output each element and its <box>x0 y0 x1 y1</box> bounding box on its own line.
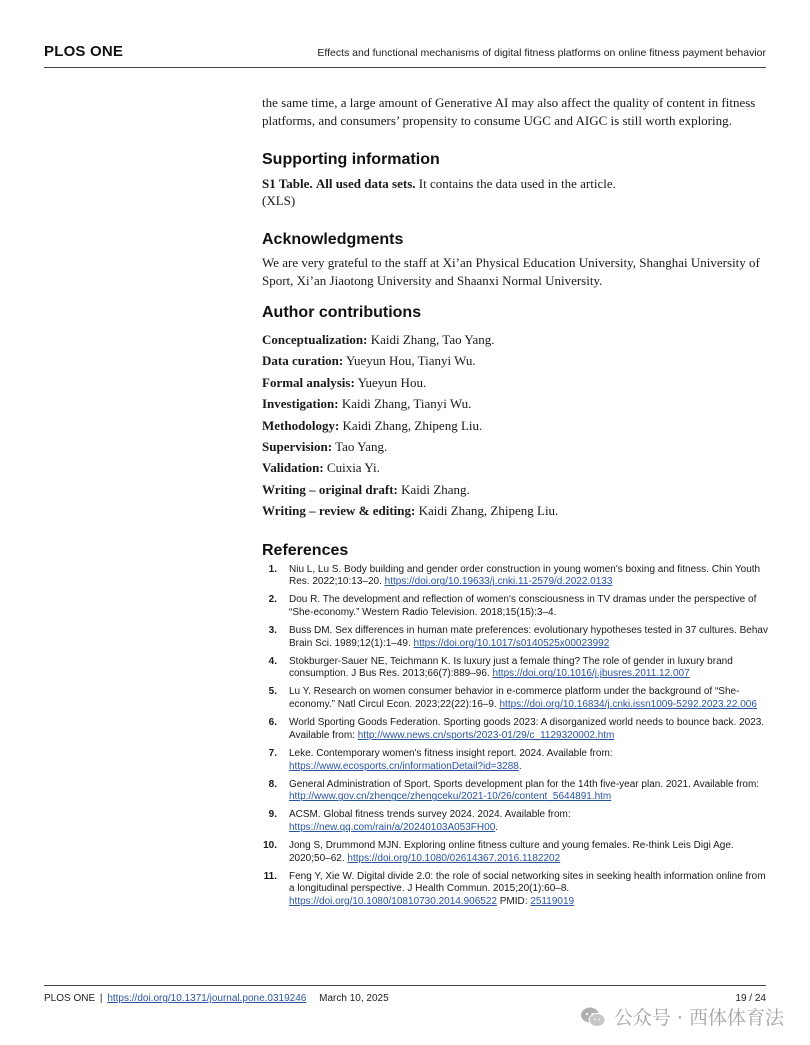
contribution-item <box>262 372 768 393</box>
supporting-information-heading: Supporting information <box>262 151 440 168</box>
page-header-brand: PLOS ONE <box>44 43 124 60</box>
watermark <box>580 1003 784 1030</box>
footer-separator: | <box>99 993 103 1004</box>
reference-tail: . <box>495 821 499 833</box>
reference-number: 7. <box>268 747 277 759</box>
reference-number: 4. <box>268 655 277 667</box>
reference-text: ACSM. Global fitness trends survey 2024. 2024. Available from: <box>289 809 571 821</box>
reference-text: Jong S, Drummond MJN. Exploring online fitness culture and young females. Re-think Leis Digi Age. 2020;50–62. <box>289 839 734 864</box>
reference-item <box>262 656 768 681</box>
contribution-names: Kaidi Zhang. <box>401 481 470 497</box>
reference-link[interactable]: https://doi.org/10.1017/s0140525x00023992 <box>413 637 610 649</box>
contribution-names: Yueyun Hou, Tianyi Wu. <box>346 353 476 369</box>
reference-item <box>262 594 768 619</box>
reference-text: General Administration of Sport. Sports development plan for the 14th five-year plan. 2021. Available from: <box>289 778 760 790</box>
reference-pmid-link[interactable]: 25119019 <box>530 896 575 908</box>
reference-text: Leke. Contemporary women's fitness insight report. 2024. Available from: <box>289 747 613 759</box>
reference-item <box>262 748 768 773</box>
page-footer <box>44 993 389 1004</box>
reference-number: 3. <box>268 625 277 637</box>
page-number: 19 / 24 <box>735 993 766 1004</box>
supp-entry-label[interactable]: S1 Table. <box>262 176 313 191</box>
references-heading: References <box>262 541 349 559</box>
reference-number: 1. <box>268 563 277 575</box>
reference-link[interactable]: https://doi.org/10.1080/10810730.2014.906522 <box>289 896 497 908</box>
contribution-item <box>262 436 768 457</box>
contribution-role: Investigation: <box>262 396 339 412</box>
reference-text: Buss DM. Sex differences in human mate preferences: evolutionary hypotheses tested in 37 cultures. Behav Brain Sci. 1989;12(1):1–49. <box>289 625 768 649</box>
contribution-role: Writing – review & editing: <box>262 503 416 519</box>
reference-link[interactable]: https://www.ecosports.cn/informationDetail?id=3288 <box>289 760 519 772</box>
article-body <box>262 94 768 925</box>
reference-text: Feng Y, Xie W. Digital divide 2.0: the role of social networking sites in seeking health information online from a longitudinal perspective. J Health Commun. 2015;20(1):60–8. <box>289 870 766 895</box>
reference-text: Lu Y. Research on women consumer behavior in e-commerce platform under the background of “She-economy.” Natl Circul Econ. 2023;22(22):16–9. <box>289 686 740 711</box>
reference-link[interactable]: https://doi.org/10.19633/j.cnki.11-2579/d.2022.0133 <box>384 576 613 588</box>
contribution-role: Formal analysis: <box>262 374 355 390</box>
reference-number: 11. <box>263 870 277 882</box>
reference-link[interactable]: https://new.qq.com/rain/a/20240103A053FH00 <box>289 821 496 833</box>
watermark-text: 公众号 · 西体体育法 <box>613 1007 784 1029</box>
reference-text: Stokburger-Sauer NE, Teichmann K. Is luxury just a female thing? The role of gender in luxury brand consumption. J Bus Res. 2013;66(7):889–96. <box>289 655 733 680</box>
reference-item <box>262 625 768 650</box>
reference-number: 8. <box>268 778 277 790</box>
reference-item <box>262 840 768 865</box>
header-divider <box>44 67 766 68</box>
contribution-role: Data curation: <box>262 353 344 369</box>
author-contributions-heading: Author contributions <box>262 304 422 321</box>
reference-item <box>262 871 768 909</box>
contribution-names: Kaidi Zhang, Tianyi Wu. <box>341 396 472 412</box>
supp-entry-format: (XLS) <box>262 193 296 208</box>
footer-date: March 10, 2025 <box>319 993 389 1004</box>
supp-entry-title: All used data sets. <box>315 176 416 191</box>
reference-text: World Sporting Goods Federation. Sporting goods 2023: A disorganized world needs to bounce back. 2023. Available from: <box>289 717 765 741</box>
contribution-item <box>262 350 768 371</box>
reference-item <box>262 779 768 804</box>
reference-link[interactable]: https://doi.org/10.1080/02614367.2016.1182202 <box>347 852 561 864</box>
contribution-list <box>262 329 768 522</box>
contribution-role: Supervision: <box>262 439 333 455</box>
reference-number: 2. <box>268 594 277 606</box>
reference-number: 6. <box>268 717 277 729</box>
contribution-role: Conceptualization: <box>262 332 368 347</box>
contribution-names: Kaidi Zhang, Zhipeng Liu. <box>342 417 483 433</box>
reference-text: Niu L, Lu S. Body building and gender order construction in young women's boxing and fitness. Chin Youth Res. 2022;10:13–20. <box>289 563 761 588</box>
running-title: Effects and functional mechanisms of digital fitness platforms on online fitness payment behavior <box>317 47 766 59</box>
contribution-names: Cuixia Yi. <box>326 460 380 476</box>
footer-doi-link[interactable]: https://doi.org/10.1371/journal.pone.0319246 <box>107 993 307 1004</box>
reference-link[interactable]: https://doi.org/10.16834/j.cnki.issn1009-5292.2023.22.006 <box>499 699 757 711</box>
contribution-names: Kaidi Zhang, Zhipeng Liu. <box>418 503 559 519</box>
footer-brand: PLOS ONE <box>44 993 96 1004</box>
reference-number: 9. <box>268 809 277 821</box>
intro-paragraph: the same time, a large amount of Generative AI may also affect the quality of content in fitness platforms, and consumers’ propensity to consume UGC and AIGC is still worth exploring. <box>262 95 756 128</box>
reference-link[interactable]: http://www.gov.cn/zhengce/zhengceku/2021-10/26/content_5644891.htm <box>289 791 612 803</box>
reference-item <box>262 564 768 589</box>
reference-item <box>262 717 768 742</box>
reference-item <box>262 809 768 834</box>
contribution-role: Validation: <box>262 460 324 476</box>
reference-link[interactable]: http://www.news.cn/sports/2023-01/29/c_1129320002.htm <box>357 729 615 741</box>
reference-number: 5. <box>268 686 277 698</box>
acknowledgments-text: We are very grateful to the staff at Xi’an Physical Education University, Shanghai University of Sport, Xi’an Jiaotong University and Shaanxi Normal University. <box>262 255 760 288</box>
reference-number: 10. <box>263 839 277 851</box>
wechat-icon <box>580 1006 606 1028</box>
contribution-item <box>262 457 768 478</box>
contribution-item <box>262 479 768 500</box>
reference-link[interactable]: https://doi.org/10.1016/j.jbusres.2011.12.007 <box>492 668 690 680</box>
supp-entry-desc: It contains the data used in the article. <box>418 176 616 191</box>
reference-tail: . <box>518 760 522 772</box>
contribution-role: Writing – original draft: <box>262 481 398 497</box>
footer-divider <box>44 985 766 986</box>
reference-list <box>262 564 768 909</box>
contribution-role: Methodology: <box>262 417 340 433</box>
reference-tail: PMID: <box>496 896 531 908</box>
contribution-names: Tao Yang. <box>335 439 388 455</box>
supporting-info-entry <box>262 175 768 209</box>
contribution-item <box>262 500 768 521</box>
reference-item <box>262 686 768 711</box>
contribution-item <box>262 393 768 414</box>
reference-text: Dou R. The development and reflection of women's consciousness in TV dramas under the perspective of “She-economy.” Western Radio Television. 2018;15(15):3–4. <box>289 594 757 619</box>
acknowledgments-heading: Acknowledgments <box>262 231 404 248</box>
contribution-names: Kaidi Zhang, Tao Yang. <box>370 332 495 347</box>
contribution-item <box>262 329 768 350</box>
contribution-names: Yueyun Hou. <box>357 374 427 390</box>
contribution-item <box>262 415 768 436</box>
